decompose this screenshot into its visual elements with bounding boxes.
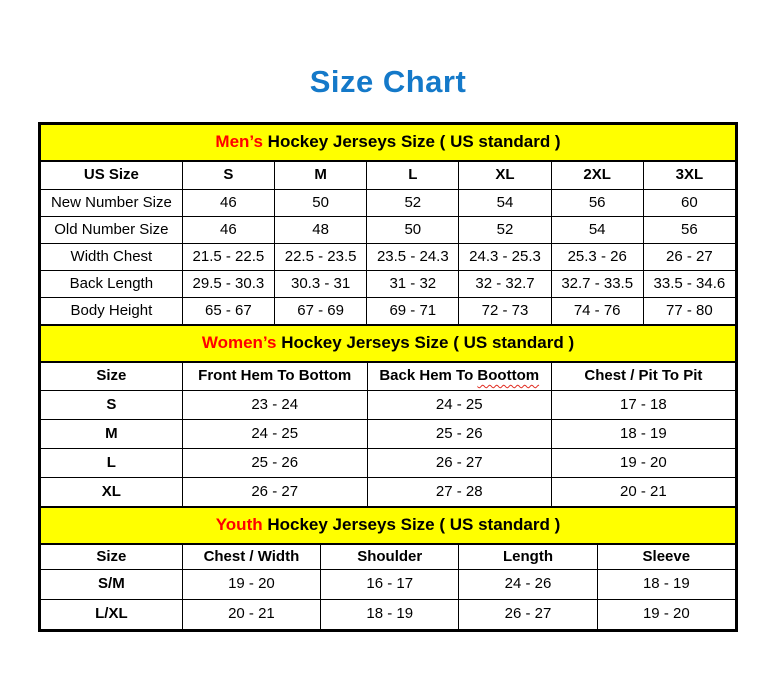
youth-size-table [40, 507, 736, 630]
cell-value: 18 - 19 [321, 600, 459, 630]
cell-value: 48 [274, 217, 366, 244]
table-row [41, 271, 736, 298]
youth-title-highlight: Youth [215, 514, 263, 534]
cell-value: 19 - 20 [597, 600, 735, 630]
youth-title-text: Hockey Jerseys Size ( US standard ) [262, 514, 561, 534]
cell-value: 72 - 73 [459, 298, 551, 325]
cell-value: 24 - 25 [367, 391, 551, 420]
table-row [41, 217, 736, 244]
womens-header-row [41, 362, 736, 391]
row-label: M [41, 420, 183, 449]
cell-value: 25 - 26 [367, 420, 551, 449]
mens-title-highlight: Men’s [215, 131, 263, 151]
cell-value: 21.5 - 22.5 [182, 244, 274, 271]
womens-column-header: Size [41, 362, 183, 391]
cell-value: 50 [274, 190, 366, 217]
womens-column-header [367, 362, 551, 391]
cell-value: 46 [182, 217, 274, 244]
womens-section-title [41, 326, 736, 362]
cell-value: 26 - 27 [459, 600, 597, 630]
cell-value: 18 - 19 [597, 570, 735, 600]
youth-column-header: Sleeve [597, 544, 735, 570]
mens-section-title [41, 125, 736, 161]
row-label: New Number Size [41, 190, 183, 217]
cell-value: 77 - 80 [643, 298, 735, 325]
table-row [41, 600, 736, 630]
youth-column-header: Shoulder [321, 544, 459, 570]
cell-value: 32.7 - 33.5 [551, 271, 643, 298]
cell-value: 20 - 21 [182, 600, 320, 630]
cell-value: 19 - 20 [182, 570, 320, 600]
page-title: Size Chart [309, 64, 467, 99]
row-label: S/M [41, 570, 183, 600]
cell-value: 74 - 76 [551, 298, 643, 325]
youth-section-title-row [41, 508, 736, 544]
mens-size-table [40, 124, 736, 325]
cell-value: 52 [367, 190, 459, 217]
row-label: L/XL [41, 600, 183, 630]
cell-value: 25 - 26 [182, 449, 367, 478]
womens-title-highlight: Women’s [201, 332, 277, 352]
mens-column-header: 2XL [551, 161, 643, 190]
mens-column-header: US Size [41, 161, 183, 190]
cell-value: 29.5 - 30.3 [182, 271, 274, 298]
cell-value: 24 - 26 [459, 570, 597, 600]
table-row [41, 420, 736, 449]
row-label: Old Number Size [41, 217, 183, 244]
cell-value: 46 [182, 190, 274, 217]
table-row [41, 190, 736, 217]
youth-column-header: Length [459, 544, 597, 570]
mens-column-header: S [182, 161, 274, 190]
cell-value: 24 - 25 [182, 420, 367, 449]
womens-size-table [40, 325, 736, 507]
row-label: Back Length [41, 271, 183, 298]
row-label: L [41, 449, 183, 478]
cell-value: 56 [643, 217, 735, 244]
mens-column-header: 3XL [643, 161, 735, 190]
womens-column-header: Front Hem To Bottom [182, 362, 367, 391]
row-label: XL [41, 478, 183, 507]
cell-value: 26 - 27 [643, 244, 735, 271]
youth-section-title [41, 508, 736, 544]
womens-title-text: Hockey Jerseys Size ( US standard ) [276, 332, 575, 352]
mens-column-header: XL [459, 161, 551, 190]
cell-value: 60 [643, 190, 735, 217]
cell-value: 67 - 69 [274, 298, 366, 325]
size-chart-tables [38, 122, 738, 632]
cell-value: 26 - 27 [182, 478, 367, 507]
cell-value: 22.5 - 23.5 [274, 244, 366, 271]
cell-value: 32 - 32.7 [459, 271, 551, 298]
mens-column-header: L [367, 161, 459, 190]
cell-value: 52 [459, 217, 551, 244]
table-row [41, 244, 736, 271]
cell-value: 26 - 27 [367, 449, 551, 478]
mens-section-title-row [41, 125, 736, 161]
mens-column-header: M [274, 161, 366, 190]
cell-value: 65 - 67 [182, 298, 274, 325]
cell-value: 16 - 17 [321, 570, 459, 600]
youth-column-header: Chest / Width [182, 544, 320, 570]
mens-title-text: Hockey Jerseys Size ( US standard ) [262, 131, 561, 151]
youth-column-header: Size [41, 544, 183, 570]
youth-header-row [41, 544, 736, 570]
womens-section-title-row [41, 326, 736, 362]
cell-value: 54 [459, 190, 551, 217]
table-row [41, 478, 736, 507]
row-label: S [41, 391, 183, 420]
cell-value: 27 - 28 [367, 478, 551, 507]
cell-value: 19 - 20 [551, 449, 735, 478]
cell-value: 30.3 - 31 [274, 271, 366, 298]
cell-value: 17 - 18 [551, 391, 735, 420]
womens-column-header: Chest / Pit To Pit [551, 362, 735, 391]
cell-value: 20 - 21 [551, 478, 735, 507]
cell-value: 33.5 - 34.6 [643, 271, 735, 298]
cell-value: 50 [367, 217, 459, 244]
cell-value: 18 - 19 [551, 420, 735, 449]
row-label: Body Height [41, 298, 183, 325]
table-row [41, 570, 736, 600]
table-row [41, 391, 736, 420]
table-row [41, 298, 736, 325]
cell-value: 23 - 24 [182, 391, 367, 420]
cell-value: 31 - 32 [367, 271, 459, 298]
cell-value: 56 [551, 190, 643, 217]
cell-value: 23.5 - 24.3 [367, 244, 459, 271]
table-row [41, 449, 736, 478]
column-header-text: Back Hem To [379, 367, 478, 384]
mens-header-row [41, 161, 736, 190]
cell-value: 25.3 - 26 [551, 244, 643, 271]
misspelled-word: Boottom [477, 367, 540, 384]
cell-value: 69 - 71 [367, 298, 459, 325]
cell-value: 24.3 - 25.3 [459, 244, 551, 271]
row-label: Width Chest [41, 244, 183, 271]
cell-value: 54 [551, 217, 643, 244]
